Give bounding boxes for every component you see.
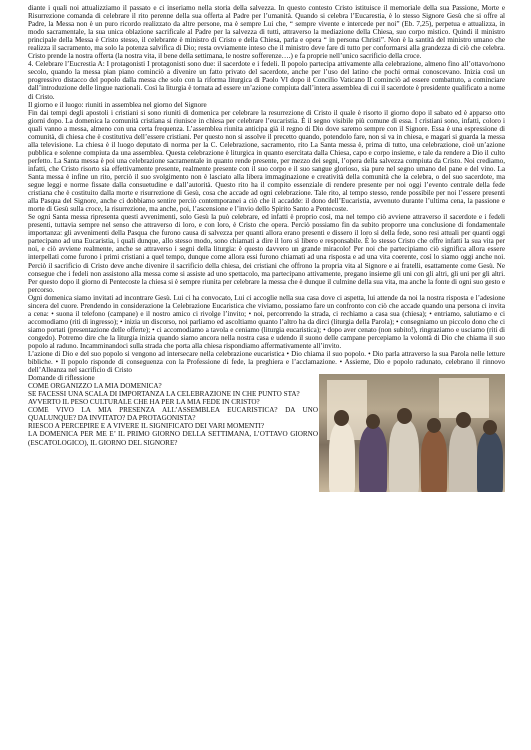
- section-paragraph: Se ogni Santa messa ripresenta questi avvenimenti, solo Gesù la può celebrare, ed infatti è proprio così, ma nel tempo ciò avviene attraverso il sacerdote e i fedeli presenti, tuttavia sempre nel senso che attraverso di loro, e con loro, è Cristo che opera. Perciò possiamo fin da subito proporre una conclusione di fondamentale importanza: gli avvenimenti della Pasqua che furono causa di salvezza per quanti allora erano presenti e dissero il loro sì della fede, sono resi attuali per quanti oggi partecipano ad una Eucaristia, i quali dunque, allo stesso modo, sono chiamati a dire il loro sì libero e responsabile. È lo stesso Cristo che offre infatti la sua vita per noi, e ciò avviene realmente, anche se attraverso i segni della liturgia: è questo davvero un grande miracolo! Per noi che partecipiamo ciò significa allora essere interpellati come furono i primi cristiani a quel tempo, dunque come allora essi furono chiamati ad una risposta e ad una vita coerente, così lo siamo oggi anche noi. Perciò il sacrificio di Cristo deve anche divenire il sacrificio della chiesa, dei cristiani che offrono la propria vita al Signore e ai fratelli, esattamente come Gesù. Ne consegue che i fedeli non assistono alla messa come si assiste ad uno spettacolo, ma partecipano attivamente, pregano insieme gli uni con gli altri, gli uni per gli altri. Per questo dopo il giorno di Pentecoste la chiesa si è sempre riunita per celebrare la messa che è dunque il culmine della sua vita, ma anche la fonte di ogni suo gesto e percorso.: [28, 213, 505, 294]
- reflection-heading: Domande di riflessione: [28, 374, 95, 383]
- section-heading: Il giorno e il luogo: riuniti in assemblea nel giorno del Signore: [28, 100, 207, 109]
- section-paragraph: Ogni domenica siamo invitati ad incontrare Gesù. Lui ci ha convocato, Lui ci accoglie nella sua casa dove ci aspetta, lui attende da noi la nostra risposta e l’adesione sincera del cuore. Prendendo in considerazione la Celebrazione Eucaristica che viviamo, possiamo fare un confronto con ciò che accade quando una persona ci invita a cena: • suona il telefono (campane) e il nostro amico ci rivolge l’invito; • noi, percorrendo la strada, ci rechiamo a casa sua (chiesa); • entriamo, salutiamo e ci accomodiamo (riti di ingresso); • inizia un discorso, noi parliamo ed ascoltiamo quanto l’altro ha da dirci (liturgia della Parola); • consegniamo un piccolo dono che ci siamo portati (presentazione delle offerte); • ci accomodiamo a tavola e ceniamo (liturgia eucaristica); • dopo aver cenato (non subito!), ringraziamo e usciamo (riti di congedo). Potremo dire che la liturgia inizia quando siamo ancora nella nostra casa e udendo il suono delle campane percepiamo la volontà di Dio che chiama il suo popolo al raduno. Incamminandoci sulla strada che porta alla chiesa rispondiamo affermativamente all’invito.: [28, 293, 505, 350]
- assembly-photo: [319, 374, 505, 492]
- question-item: RIESCO A PERCEPIRE E A VIVERE IL SIGNIFICATO DEI VARI MOMENTI?: [28, 422, 265, 431]
- question-item: AVVERTO IL PESO CULTURALE CHE HA PER LA MIA FEDE IN CRISTO?: [28, 398, 260, 407]
- section-paragraph: Fin dai tempi degli apostoli i cristiani si sono riuniti di domenica per celebrare la resurrezione di Cristo il quale è risorto il giorno dopo il sabato ed è apparso otto giorni dopo. La domenica la comunità cristiana si riunisce in chiesa per celebrare l’eucaristia. È il segno visibile più comune di essa. I cristiani sono, infatti, coloro i quali vanno a messa, almeno con una certa frequenza. L’assemblea riunita anticipa già il regno di Dio dove saremo sempre con il Signore. Essa è una espressione di comunità, di chiesa che è costitutiva dell’essere cristiani. Per questo non si assolve il precetto quando, potendolo fare, non si va in chiesa, e magari si guarda la messa alla televisione. La chiesa è il luogo deputato di norma per la C. Celebrazione, sacramento, rito La Santa messa è, prima di tutto, una celebrazione, cioè un’azione pubblica e solenne compiuta da una assemblea. Questa celebrazione è liturgica in quanto esercitata dalla Chiesa, capo e corpo insieme, e tale da rendere a Dio il culto perfetto. La Santa messa è poi una celebrazione sacramentale in quanto rende presente, per mezzo dei segni, l’opera della salvezza compiuta da Cristo. Noi crediamo, infatti, che Cristo risorto sia effettivamente presente, realmente presente con il suo corpo e il suo sangue glorioso, sia pure nel segno umano del pane e del vino. La Santa messa è infine un rito, perciò il suo svolgimento non è lasciato alla libera immaginazione e creatività della comunità che la celebra, o del suo sacerdote, ma segue leggi e norme fissate dalla consuetudine e dall’autorità. Questo rito ha il compito essenziale di rendere presente per noi oggi l’evento centrale della fede cristiana che è costituito dalla morte e risurrezione di Gesù, cosa che accade ad ogni celebrazione. Tale rito, al tempo stesso, rende possibile per noi l’essere presenti alla Pasqua del Signore, anche ci dobbiamo sentire perciò contemporanei a ciò che il accadde: il dono dell’Eucaristia, avvenuto durante l’ultima cena, la passione e morte di Gesù sulla croce, la risurrezione, ma anche, poi, l’ascensione e l’invio dello Spirito Santo a Pentecoste.: [28, 108, 505, 214]
- question-item: COME ORGANIZZO LA MIA DOMENICA?: [28, 382, 162, 391]
- question-item: COME VIVO LA MIA PRESENZA ALL’ASSEMBLEA EUCARISTICA? DA UNO QUALUNQUE? DA INVITATO? DA PROTAGONISTA?: [28, 406, 318, 423]
- section-paragraph: L’azione di Dio e del suo popolo si vengono ad intersecare nella celebrazione eucaristica • Dio chiama il suo popolo. • Dio parla attraverso la sua Parola nelle letture bibliche. • Il popolo risponde di conseguenza con la Professione di fede, la preghiera e l’acclamazione. • Assieme, Dio e popolo radunato, celebrano il rinnovo dell’Alleanza nel sacrificio di Cristo: [28, 350, 505, 375]
- question-item: SE FACESSI UNA SCALA DI IMPORTANZA LA CELEBRAZIONE IN CHE PUNTO STA?: [28, 390, 300, 399]
- reflection-block: [28, 374, 505, 446]
- question-item: LA DOMENICA PER ME E’ IL PRIMO GIORNO DELLA SETTIMANA, L’OTTAVO GIORNO (ESCATOLOGICO), IL GIORNO DEL SIGNORE?: [28, 430, 318, 447]
- document-page: [28, 4, 505, 746]
- intro-paragraph: diante i quali noi attualizziamo il passato e ci inseriamo nella storia della salvezza. In questo contesto Cristo istituisce il memoriale della sua Passione, Morte e Risurrezione comanda di celebrare il rito perenne della sua offerta al Padre per l’umanità. Quando si celebra l’Eucarestia, è lo stesso Signore Gesù che si offre al Padre, la Messa non è un puro ricordo realizzato da altre persone, ma è sempre Lui che, “ sempre vivente e intercede per noi” (Eb. 7,25), perpetua e attualizza, in modo sacramentale, la sua unica oblazione sacrificale al Padre per la salvezza di tutti, attraverso la mediazione della Chiesa, suo corpo mistico. Quindi il ministro principale della Messa è Cristo stesso, il celebrante è ministro di Cristo e della Chiesa, parla e opera “ in persona Christi”. Non è la santità del ministro umano che realizza il sacramento, ma solo la potenza salvifica di Dio; resta ovviamente inteso che il ministro deve fare di tutto per conformarsi alla grandezza di ciò che celebra. Cristo prende la nostra offerta (la nostra vita, il bene della settimana, le nostre sofferenze….) e fa proprie nell’unico sacrificio della croce.: [28, 4, 505, 61]
- protagonists-paragraph: 4. Celebrare l’Eucrestia A: I protagonisti I protagonisti sono due: il sacerdote e i fedeli. Il popolo partecipa attivamente alla celebrazione, almeno fino all’ottavo/nono secolo, quando la messa pian piano cominciò a divenire un fatto privato del sacerdote, anche per l’uso del latino che pochi ormai conoscevano. Inizia così un progressivo distacco del popolo dalla messa che solo con la riforma liturgica di Paolo VI dopo il Concilio Vaticano II cominciò ad essere combattuto, a cominciare dall’introduzione delle lingue nazionali. Così la liturgia è tornata ad essere un’azione compiuta dall’intera assemblea di cui il sacerdote è presidente qualificato a nome di Cristo.: [28, 60, 505, 101]
